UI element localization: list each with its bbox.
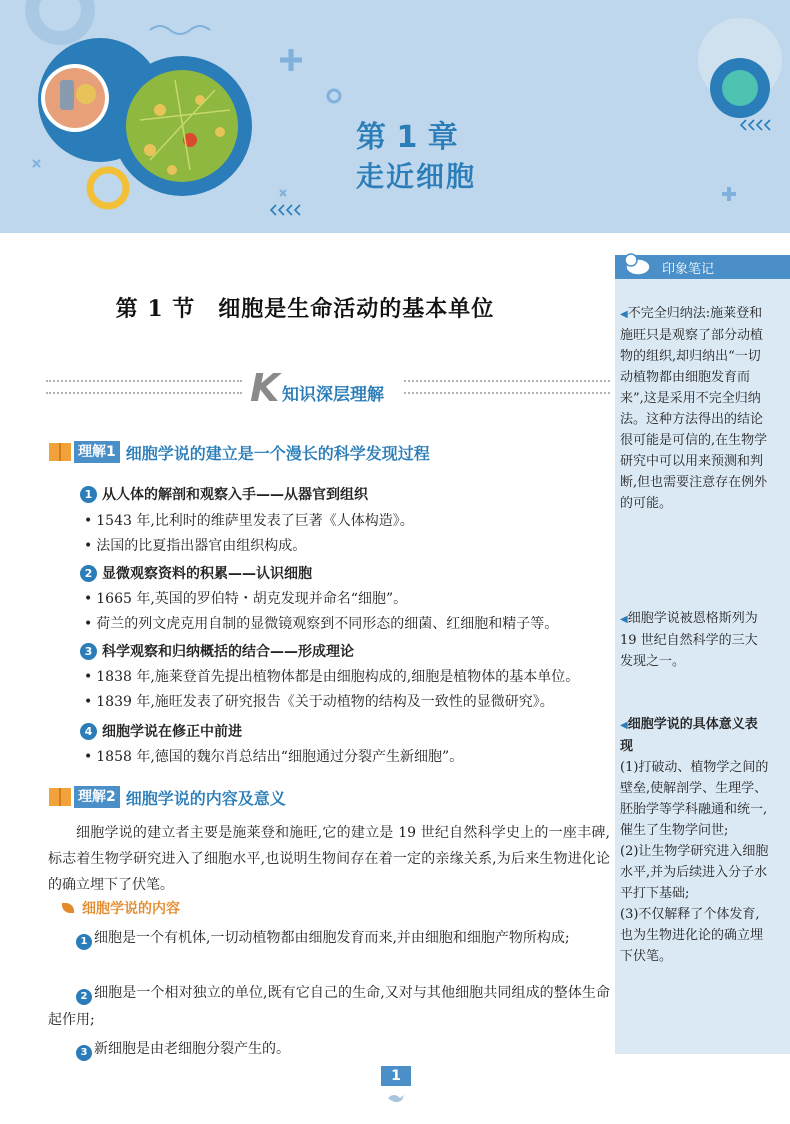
number-badge: 3 bbox=[80, 643, 97, 660]
leaf-icon bbox=[62, 903, 74, 913]
content-item bbox=[48, 1036, 610, 1063]
k-logo: K bbox=[250, 366, 280, 410]
bullet-item: • 1543 年,比利时的维萨里发表了巨著《人体构造》。 bbox=[84, 510, 414, 530]
chapter-number: 第 1 章 bbox=[356, 120, 458, 155]
sidebar-note bbox=[620, 608, 770, 672]
sidebar-note bbox=[620, 714, 770, 967]
content-item bbox=[48, 980, 610, 1034]
number-badge: 4 bbox=[80, 723, 97, 740]
content-item-text: 细胞是一个有机体,一切动植物都由细胞发育而来,并由细胞和细胞产物所构成; bbox=[94, 930, 570, 946]
content-item-text: 细胞是一个相对独立的单位,既有它自己的生命,又对与其他细胞共同组成的整体生命起作用; bbox=[48, 985, 610, 1028]
topic-2-header bbox=[48, 784, 286, 810]
page-number: 1 bbox=[381, 1066, 411, 1086]
item-title-text: 从人体的解剖和观察入手——从器官到组织 bbox=[102, 487, 368, 503]
item-title-text: 科学观察和归纳概括的结合——形成理论 bbox=[102, 644, 354, 660]
topic-1-header bbox=[48, 439, 430, 465]
bullet-item: • 1838 年,施莱登首先提出植物体都是由细胞构成的,细胞是植物体的基本单位。 bbox=[84, 666, 579, 686]
elephant-icon bbox=[621, 251, 655, 277]
bullet-item: • 1665 年,英国的罗伯特・胡克发现并命名“细胞”。 bbox=[84, 588, 407, 608]
sidebar-note-title: 细胞学说的具体意义表现 bbox=[620, 717, 758, 754]
item-title bbox=[80, 641, 354, 661]
section-title: 第 1 节 细胞是生命活动的基本单位 bbox=[115, 296, 495, 322]
arrow-icon: ◀ bbox=[620, 720, 628, 731]
bullet-item: • 法国的比夏指出器官由组织构成。 bbox=[84, 535, 306, 555]
sidebar-note-text: 不完全归纳法:施莱登和施旺只是观察了部分动植物的组织,却归纳出“一切动植物都由细胞发育而来”,这是采用不完全归纳法。这种方法得出的结论很可能是可信的,在生物学研究中可以用来预测和判断,但也需要注意存在例外的可能。 bbox=[620, 306, 768, 511]
topic-title: 细胞学说的建立是一个漫长的科学发现过程 bbox=[125, 443, 430, 463]
book-icon bbox=[48, 786, 72, 808]
topic-tag: 理解1 bbox=[74, 441, 120, 463]
item-title bbox=[80, 484, 368, 504]
item-title-text: 显微观察资料的积累——认识细胞 bbox=[102, 566, 312, 582]
sidebar-note-item: (1)打破动、植物学之间的壁垒,使解剖学、生理学、胚胎学等学科融通和统一,催生了生物学问世; bbox=[620, 760, 769, 838]
bird-icon bbox=[386, 1090, 406, 1104]
number-badge: 1 bbox=[76, 934, 92, 950]
bullet-item: • 荷兰的列文虎克用自制的显微镜观察到不同形态的细菌、红细胞和精子等。 bbox=[84, 613, 558, 633]
arrow-icon: ◀ bbox=[620, 614, 628, 625]
number-badge: 2 bbox=[76, 989, 92, 1005]
content-heading-text: 细胞学说的内容 bbox=[82, 901, 180, 917]
dotted-divider-right bbox=[404, 380, 610, 394]
sidebar-heading: 印象笔记 bbox=[662, 262, 715, 277]
content-item-text: 新细胞是由老细胞分裂产生的。 bbox=[94, 1041, 290, 1057]
topic-title: 细胞学说的内容及意义 bbox=[125, 788, 286, 808]
book-icon bbox=[48, 441, 72, 463]
chapter-banner bbox=[0, 0, 790, 233]
sidebar-note bbox=[620, 303, 770, 514]
sidebar-note-text: 细胞学说被恩格斯列为 19 世纪自然科学的三大发现之一。 bbox=[620, 611, 758, 669]
sidebar-note-item: (2)让生物学研究进入细胞水平,并为后续进入分子水平打下基础; bbox=[620, 844, 769, 901]
number-badge: 1 bbox=[80, 486, 97, 503]
knowledge-band-label: 知识深层理解 bbox=[282, 385, 384, 405]
sidebar-note-item: (3)不仅解释了个体发育,也为生物进化论的确立埋下伏笔。 bbox=[620, 907, 764, 964]
dotted-divider-left bbox=[46, 380, 242, 394]
body-paragraph: 细胞学说的建立者主要是施莱登和施旺,它的建立是 19 世纪自然科学史上的一座丰碑,标志着生物学研究进入了细胞水平,也说明生物间存在着一定的亲缘关系,为后来生物进化论的确立埋下了伏笔。 bbox=[48, 825, 610, 893]
number-badge: 3 bbox=[76, 1045, 92, 1061]
item-title-text: 细胞学说在修正中前进 bbox=[102, 724, 242, 740]
content-item bbox=[48, 925, 610, 952]
bullet-item: • 1839 年,施旺发表了研究报告《关于动植物的结构及一致性的显微研究》。 bbox=[84, 691, 554, 711]
chapter-title: 走近细胞 bbox=[356, 160, 477, 193]
item-title bbox=[80, 563, 312, 583]
item-title bbox=[80, 721, 242, 741]
arrow-icon: ◀ bbox=[620, 309, 628, 320]
topic-tag: 理解2 bbox=[74, 786, 120, 808]
bullet-item: • 1858 年,德国的魏尔肖总结出“细胞通过分裂产生新细胞”。 bbox=[84, 746, 463, 766]
number-badge: 2 bbox=[80, 565, 97, 582]
content-heading bbox=[62, 898, 180, 918]
